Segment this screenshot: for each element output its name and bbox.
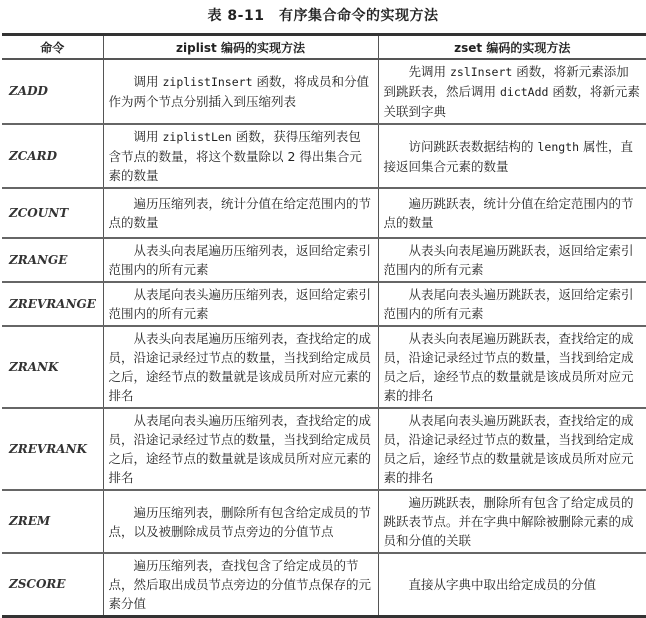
command-name: ZRANGE <box>2 238 103 282</box>
header-command: 命令 <box>2 35 103 60</box>
code-identifier: ziplistLen <box>162 130 232 144</box>
command-name: ZCOUNT <box>2 188 103 238</box>
zset-implementation <box>378 124 646 188</box>
zset-implementation <box>378 408 646 490</box>
command-name: ZREVRANGE <box>2 282 103 326</box>
description-text: 遍历跳跃表，删除所有包含了给定成员的跳跃表节点。并在字典中解除被删除元素的成员和分值的关联 <box>383 495 634 548</box>
description-text: 直接从字典中取出给定成员的分值 <box>408 577 597 592</box>
zset-implementation <box>378 326 646 408</box>
ziplist-implementation <box>103 326 378 408</box>
table-row <box>2 490 646 553</box>
zset-implementation <box>378 59 646 124</box>
code-identifier: length <box>537 139 580 154</box>
description-text: 从表头向表尾遍历跳跃表，返回给定索引范围内的所有元素 <box>383 243 634 277</box>
table-row <box>2 326 646 408</box>
commands-table <box>2 33 646 618</box>
ziplist-implementation <box>103 490 378 553</box>
description-text: 函数，将成员和分值作为两个节点分别插入到压缩列表 <box>108 74 369 109</box>
table-row <box>2 553 646 617</box>
table-row <box>2 59 646 124</box>
ziplist-implementation <box>103 188 378 238</box>
description-text: 属性，直接返回集合元素的数量 <box>383 138 634 174</box>
description-text: 从表尾向表头遍历压缩列表，返回给定索引范围内的所有元素 <box>108 287 372 321</box>
ziplist-implementation <box>103 553 378 617</box>
ziplist-implementation <box>103 59 378 124</box>
description-text: 函数，将新元素添加到跳跃表，然后调用 <box>383 64 629 99</box>
table-row <box>2 238 646 282</box>
table-row <box>2 282 646 326</box>
zset-implementation <box>378 238 646 282</box>
description-text: 访问跳跃表数据结构的 <box>408 138 538 154</box>
zset-implementation <box>378 553 646 617</box>
command-name: ZSCORE <box>2 553 103 617</box>
code-identifier: ziplistInsert <box>162 75 253 89</box>
description-text: 从表头向表尾遍历压缩列表，返回给定索引范围内的所有元素 <box>108 243 372 277</box>
zset-implementation <box>378 188 646 238</box>
command-name: ZREM <box>2 490 103 553</box>
table-row <box>2 408 646 490</box>
table-header-row <box>2 35 646 60</box>
code-identifier: dictAdd <box>499 85 549 99</box>
description-text: 从表头向表尾遍历压缩列表，查找给定的成员，沿途记录经过节点的数量，当找到给定成员之后，途经节点的数量就是该成员所对应元素的排名 <box>108 331 372 403</box>
command-name: ZADD <box>2 59 103 124</box>
description-text: 从表尾向表头遍历跳跃表，查找给定的成员，沿途记录经过节点的数量，当找到给定成员之后，途经节点的数量就是该成员所对应元素的排名 <box>383 413 634 485</box>
description-text: 函数，将新元素关联到字典 <box>383 84 640 119</box>
ziplist-implementation <box>103 238 378 282</box>
command-name: ZREVRANK <box>2 408 103 490</box>
zset-implementation <box>378 282 646 326</box>
code-identifier: zslInsert <box>449 65 513 79</box>
description-text: 遍历压缩列表，查找包含了给定成员的节点，然后取出成员节点旁边的分值节点保存的元素分值 <box>108 558 372 611</box>
description-text: 从表头向表尾遍历跳跃表，查找给定的成员，沿途记录经过节点的数量，当找到给定成员之后，途经节点的数量就是该成员所对应元素的排名 <box>383 331 634 403</box>
description-text: 调用 <box>133 129 163 144</box>
table-row <box>2 188 646 238</box>
header-zset: zset 编码的实现方法 <box>378 35 646 60</box>
ziplist-implementation <box>103 124 378 188</box>
description-text: 遍历压缩列表，统计分值在给定范围内的节点的数量 <box>108 196 372 230</box>
ziplist-implementation <box>103 282 378 326</box>
header-ziplist: ziplist 编码的实现方法 <box>103 35 378 60</box>
description-text: 从表尾向表头遍历压缩列表，查找给定的成员，沿途记录经过节点的数量，当找到给定成员之后，途经节点的数量就是该成员所对应元素的排名 <box>108 413 372 485</box>
description-text: 先调用 <box>408 64 450 79</box>
description-text: 遍历压缩列表，删除所有包含给定成员的节点，以及被删除成员节点旁边的分值节点 <box>108 504 372 539</box>
table-caption: 表 8-11 有序集合命令的实现方法 <box>207 8 439 24</box>
table-body <box>2 59 646 617</box>
ziplist-implementation <box>103 408 378 490</box>
command-name: ZRANK <box>2 326 103 408</box>
description-text: 函数，获得压缩列表包含节点的数量，将这个数量除以 2 得出集合元素的数量 <box>108 129 362 183</box>
zset-implementation <box>378 490 646 553</box>
description-text: 从表尾向表头遍历跳跃表，返回给定索引范围内的所有元素 <box>383 287 634 321</box>
description-text: 调用 <box>133 74 163 89</box>
command-name: ZCARD <box>2 124 103 188</box>
description-text: 遍历跳跃表，统计分值在给定范围内的节点的数量 <box>383 196 634 230</box>
table-row <box>2 124 646 188</box>
